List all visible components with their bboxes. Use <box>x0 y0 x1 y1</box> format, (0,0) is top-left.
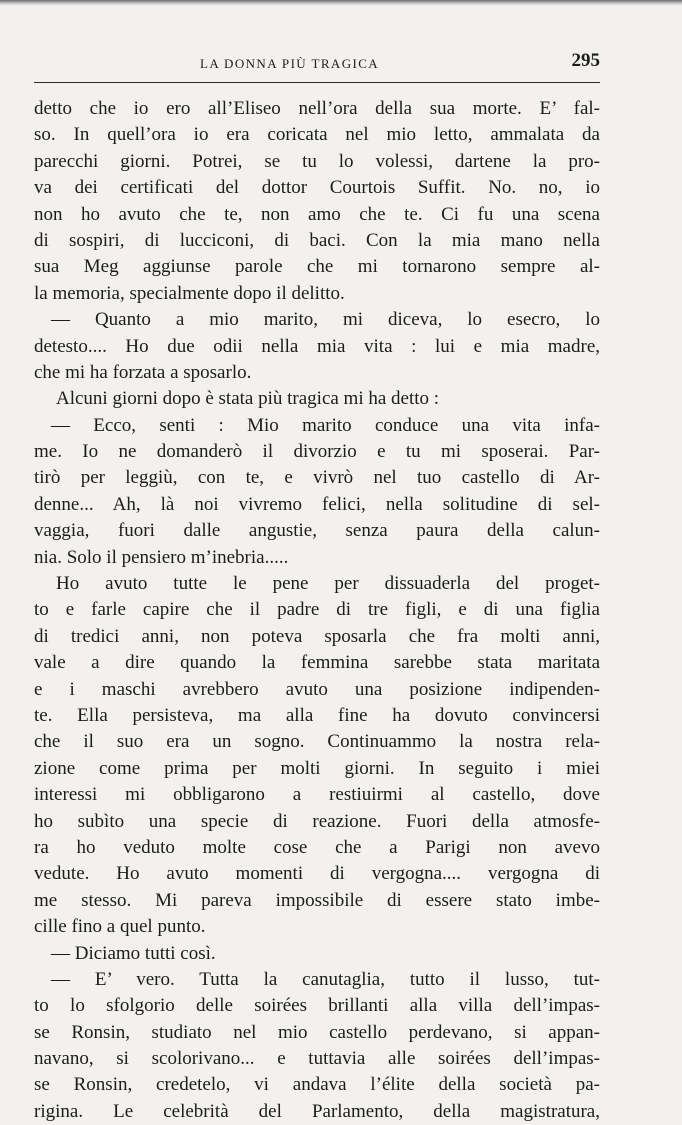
text-line: la memoria, specialmente dopo il delitto. <box>34 282 345 304</box>
text-line: denne... Ah, là noi vivremo felici, nella solitudine di sel- <box>34 493 600 515</box>
text-line: che mi ha forzata a sposarlo. <box>34 361 252 383</box>
text-line: se Ronsin, credetelo, vi andava l’élite della società pa- <box>34 1074 600 1096</box>
header-rule <box>34 82 600 83</box>
text-line: interessi mi obbligarono a restiuirmi al castello, dove <box>34 784 600 806</box>
text-line: so. In quell’ora io era coricata nel mio letto, ammalata da <box>34 124 600 146</box>
text-line: di tredici anni, non poteva sposarla che fra molti anni, <box>34 625 600 647</box>
text-line: me stesso. Mi pareva impossibile di essere stato imbe- <box>34 889 600 911</box>
text-line: non ho avuto che te, non amo che te. Ci fu una scena <box>34 203 600 225</box>
text-line: to lo sfolgorio delle soirées brillanti alla villa dell’impas- <box>34 995 600 1017</box>
text-line: cille fino a quel punto. <box>34 916 206 938</box>
page-header <box>34 48 600 78</box>
text-line: detesto.... Ho due odii nella mia vita : lui e mia madre, <box>34 335 600 357</box>
text-line: to e farle capire che il padre di tre figli, e di una figlia <box>34 599 600 621</box>
text-line: — Ecco, senti : Mio marito conduce una vita infa- <box>51 414 600 436</box>
text-line: ho subìto una specie di reazione. Fuori della atmosfe- <box>34 810 600 832</box>
text-line: e i maschi avrebbero avuto una posizione indipenden- <box>34 678 600 700</box>
text-line: navano, si scolorivano... e tuttavia alle soirées dell’impas- <box>34 1048 600 1070</box>
text-line: te. Ella persisteva, ma alla fine ha dovuto convincersi <box>34 704 600 726</box>
text-line: parecchi giorni. Potrei, se tu lo volessi, dartene la pro- <box>34 150 600 172</box>
text-line: zione come prima per molti giorni. In seguito i miei <box>34 757 600 779</box>
text-line: Alcuni giorni dopo è stata più tragica mi ha detto : <box>56 388 440 410</box>
text-line: va dei certificati del dottor Courtois Suffit. No. no, io <box>34 177 600 199</box>
text-line: Ho avuto tutte le pene per dissuaderla del proget- <box>56 573 600 595</box>
text-line: — E’ vero. Tutta la canutaglia, tutto il lusso, tut- <box>51 968 600 990</box>
text-line: detto che io ero all’Eliseo nell’ora della sua morte. E’ fal- <box>34 98 600 119</box>
text-line: vale a dire quando la femmina sarebbe stata maritata <box>34 652 600 674</box>
page-number: 295 <box>571 50 600 71</box>
text-line: ra ho veduto molte cose che a Parigi non avevo <box>34 836 600 858</box>
text-line: se Ronsin, studiato nel mio castello perdevano, si appan- <box>34 1021 600 1043</box>
text-line: me. Io ne domanderò il divorzio e tu mi sposerai. Par- <box>34 441 600 463</box>
text-line: — Quanto a mio marito, mi diceva, lo esecro, lo <box>51 309 600 331</box>
body-text <box>34 96 600 1125</box>
running-title: LA DONNA PIÙ TRAGICA <box>200 56 380 71</box>
text-line: vaggia, fuori dalle angustie, senza paura della calun- <box>34 520 600 542</box>
text-line: tirò per leggiù, con te, e vivrò nel tuo castello di Ar- <box>34 467 600 489</box>
text-line: vedute. Ho avuto momenti di vergogna.... vergogna di <box>34 863 600 885</box>
text-line: di sospiri, di lucciconi, di baci. Con la mia mano nella <box>34 229 600 251</box>
text-line: sua Meg aggiunse parole che mi tornarono sempre al- <box>34 256 600 278</box>
text-line: — Diciamo tutti così. <box>51 942 216 964</box>
text-line: che il suo era un sogno. Continuammo la nostra rela- <box>34 731 600 753</box>
text-line: nia. Solo il pensiero m’inebria..... <box>34 546 289 568</box>
text-line: rigina. Le celebrità del Parlamento, della magistratura, <box>34 1100 600 1122</box>
